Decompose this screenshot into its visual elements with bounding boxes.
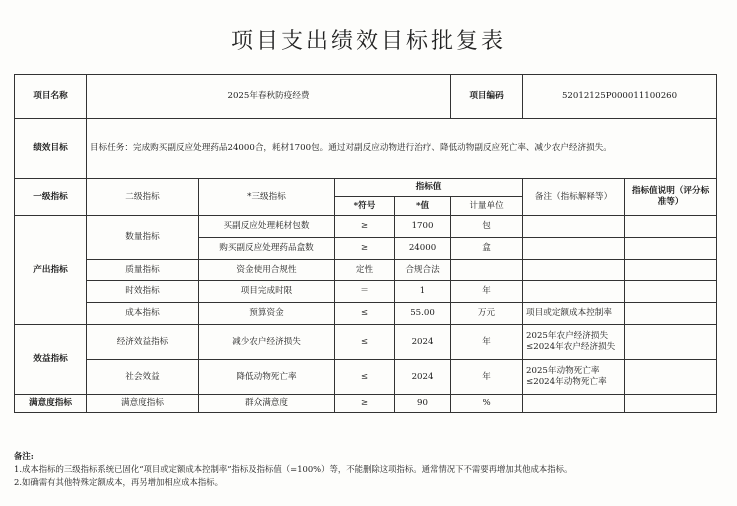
col-unit: 计量单位 [451, 197, 523, 216]
description-cell [625, 238, 717, 260]
table-row [15, 395, 717, 413]
remark-cell [523, 216, 625, 238]
remark-cell [523, 238, 625, 260]
value-cell: 55.00 [395, 303, 451, 325]
col-value: *值 [395, 197, 451, 216]
project-name-value: 2025年春秋防疫经费 [87, 75, 451, 119]
col-remark: 备注（指标解释等） [523, 179, 625, 216]
unit-cell: 年 [451, 360, 523, 395]
symbol-cell: ＝ [335, 281, 395, 303]
symbol-cell: ≤ [335, 325, 395, 360]
value-cell: 1 [395, 281, 451, 303]
level2-cell: 数量指标 [87, 216, 199, 260]
project-name-label: 项目名称 [15, 75, 87, 119]
col-level2: 二级指标 [87, 179, 199, 216]
remark-cell: 项目或定额成本控制率 [523, 303, 625, 325]
unit-cell: 包 [451, 216, 523, 238]
description-cell [625, 260, 717, 281]
level2-cell: 时效指标 [87, 281, 199, 303]
goal-label: 绩效目标 [15, 119, 87, 179]
level1-cell: 产出指标 [15, 216, 87, 325]
approval-table [14, 74, 717, 413]
description-cell [625, 360, 717, 395]
unit-cell: 年 [451, 325, 523, 360]
unit-cell: % [451, 395, 523, 413]
unit-cell: 年 [451, 281, 523, 303]
remark-cell [523, 395, 625, 413]
symbol-cell: ≥ [335, 238, 395, 260]
level2-cell: 满意度指标 [87, 395, 199, 413]
symbol-cell: ≥ [335, 216, 395, 238]
unit-cell [451, 260, 523, 281]
value-cell: 24000 [395, 238, 451, 260]
symbol-cell: 定性 [335, 260, 395, 281]
column-header-row [15, 179, 717, 197]
project-header-row [15, 75, 717, 119]
level3-cell: 资金使用合规性 [199, 260, 335, 281]
level1-cell: 满意度指标 [15, 395, 87, 413]
value-cell: 合规合法 [395, 260, 451, 281]
description-cell [625, 325, 717, 360]
remark-cell [523, 260, 625, 281]
unit-cell: 万元 [451, 303, 523, 325]
table-row [15, 360, 717, 395]
col-level1: 一级指标 [15, 179, 87, 216]
level3-cell: 项目完成时限 [199, 281, 335, 303]
level3-cell: 减少农户经济损失 [199, 325, 335, 360]
level3-cell: 群众满意度 [199, 395, 335, 413]
level3-cell: 购买副反应处理药品盒数 [199, 238, 335, 260]
unit-cell: 盒 [451, 238, 523, 260]
notes-section [14, 450, 724, 489]
note-item: 1.成本指标的三级指标系统已固化“项目或定额成本控制率”指标及指标值（=100%）等，不能删除这项指标。通常情况下不需要再增加其他成本指标。 [14, 464, 573, 474]
description-cell [625, 303, 717, 325]
value-cell: 90 [395, 395, 451, 413]
goal-text: 目标任务：完成购买副反应处理药品24000合，耗材1700包。通过对副反应动物进行治疗、降低动物副反应死亡率、减少农户经济损失。 [87, 119, 717, 179]
symbol-cell: ≤ [335, 360, 395, 395]
value-cell: 1700 [395, 216, 451, 238]
description-cell [625, 216, 717, 238]
remark-cell: 2025年动物死亡率≤2024年动物死亡率 [523, 360, 625, 395]
col-symbol: *符号 [335, 197, 395, 216]
table-row [15, 281, 717, 303]
col-description: 指标值说明（评分标准等） [625, 179, 717, 216]
project-code-label: 项目编码 [451, 75, 523, 119]
description-cell [625, 395, 717, 413]
level2-cell: 社会效益 [87, 360, 199, 395]
value-cell: 2024 [395, 325, 451, 360]
col-indicator-value: 指标值 [335, 179, 523, 197]
performance-goal-row [15, 119, 717, 179]
table-row [15, 325, 717, 360]
level3-cell: 降低动物死亡率 [199, 360, 335, 395]
symbol-cell: ≥ [335, 395, 395, 413]
level3-cell: 买副反应处理耗材包数 [199, 216, 335, 238]
value-cell: 2024 [395, 360, 451, 395]
description-cell [625, 281, 717, 303]
level2-cell: 成本指标 [87, 303, 199, 325]
level1-cell: 效益指标 [15, 325, 87, 395]
level2-cell: 质量指标 [87, 260, 199, 281]
level3-cell: 预算资金 [199, 303, 335, 325]
level2-cell: 经济效益指标 [87, 325, 199, 360]
remark-cell: 2025年农户经济损失≤2024年农户经济损失 [523, 325, 625, 360]
page-title: 项目支出绩效目标批复表 [230, 29, 506, 54]
note-item: 2.如确需有其他特殊定额成本，再另增加相应成本指标。 [14, 477, 223, 487]
remark-cell [523, 281, 625, 303]
project-code-value: 52012125P000011100260 [523, 75, 717, 119]
symbol-cell: ≤ [335, 303, 395, 325]
col-level3: *三级指标 [199, 179, 335, 216]
table-row [15, 303, 717, 325]
notes-heading: 备注: [14, 451, 34, 461]
table-row [15, 216, 717, 238]
table-row [15, 260, 717, 281]
